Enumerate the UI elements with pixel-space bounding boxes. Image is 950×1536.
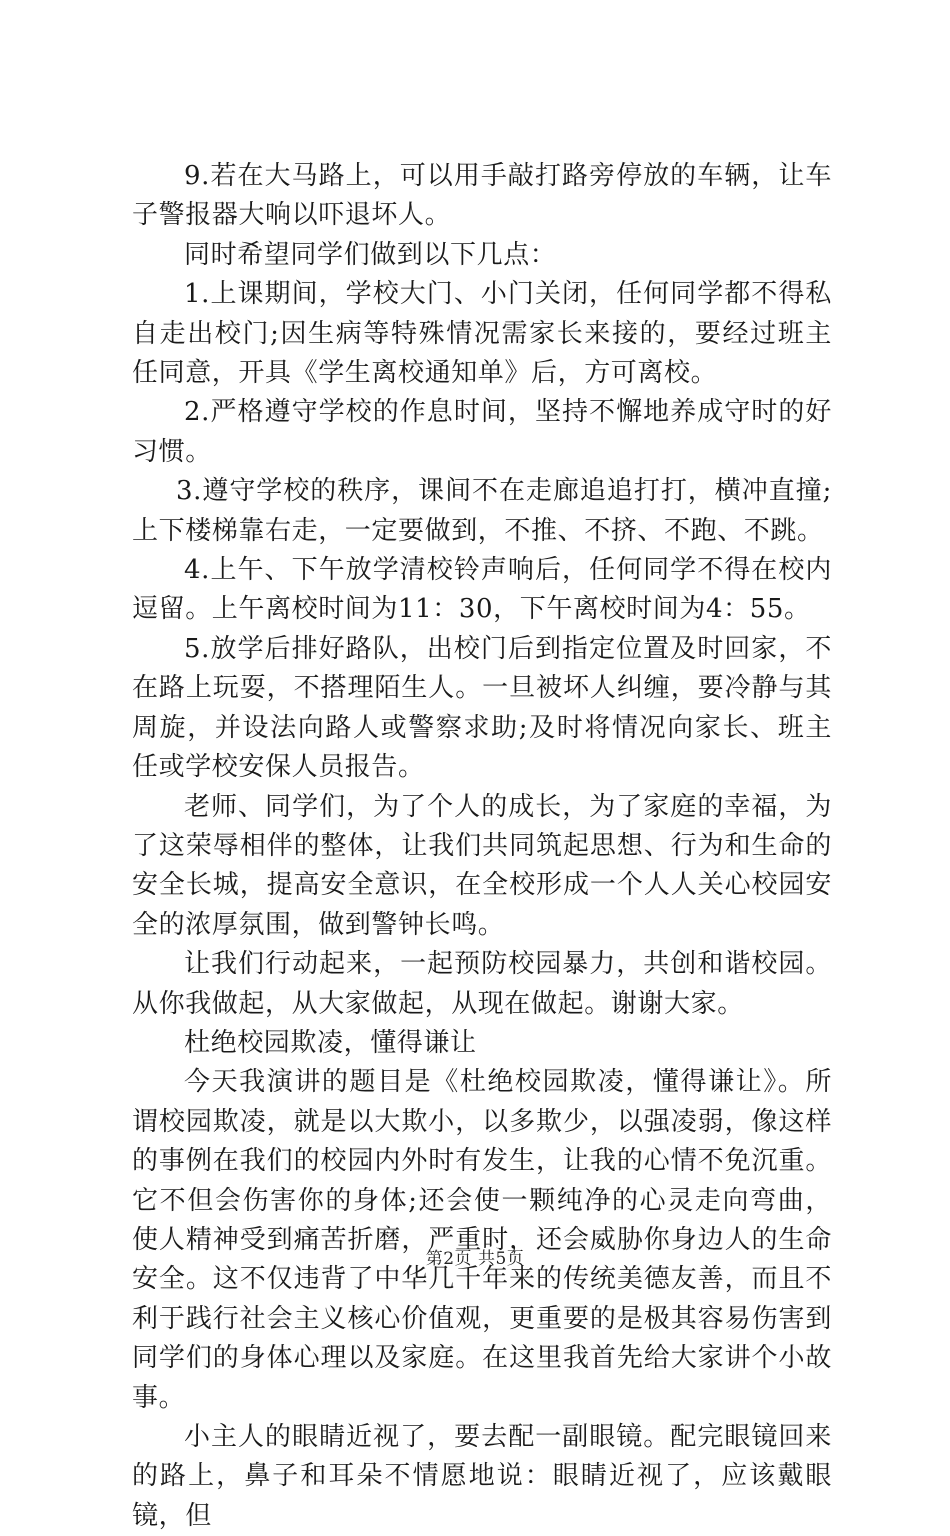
page-number-footer: 第2页 共5页 (425, 1249, 525, 1269)
paragraph-point-1: 1.上课期间，学校大门、小门关闭，任何同学都不得私自走出校门;因生病等特殊情况需家长来接的，要经过班主任同意，开具《学生离校通知单》后，方可离校。 (132, 279, 832, 389)
paragraph-item-9: 9.若在大马路上，可以用手敲打路旁停放的车辆，让车子警报器大响以吓退坏人。 (132, 161, 832, 231)
section-title: 杜绝校园欺凌，懂得谦让 (184, 1027, 477, 1058)
paragraph-point-5: 5.放学后排好路队，出校门后到指定位置及时回家，不在路上玩耍，不搭理陌生人。一旦被坏人纠缠，要冷静与其周旋，并设法向路人或警察求助;及时将情况向家长、班主任或学校安保人员报告。 (132, 633, 832, 783)
paragraph-point-2: 2.严格遵守学校的作息时间，坚持不懈地养成守时的好习惯。 (132, 397, 832, 467)
paragraph-point-3: 3.遵守学校的秩序，课间不在走廊追追打打，横冲直撞;上下楼梯靠右走，一定要做到，不推、不挤、不跑、不跳。 (132, 476, 832, 546)
paragraph-intro-points: 同时希望同学们做到以下几点： (184, 239, 557, 270)
paragraph-closing: 让我们行动起来，一起预防校园暴力，共创和谐校园。从你我做起，从大家做起，从现在做起。谢谢大家。 (132, 949, 832, 1019)
paragraph-story: 小主人的眼睛近视了，要去配一副眼镜。配完眼镜回来的路上，鼻子和耳朵不情愿地说：眼睛近视了，应该戴眼镜，但 (132, 1422, 832, 1531)
paragraph-speech-intro: 今天我演讲的题目是《杜绝校园欺凌，懂得谦让》。所谓校园欺凌，就是以大欺小，以多欺少，以强凌弱，像这样的事例在我们的校园内外时有发生，让我的心情不免沉重。它不但会伤害你的身体;还会使一颗纯净的心灵走向弯曲，使人精神受到痛苦折磨，严重时，还会威胁你身边人的生命安全。这不仅违背了中华几千年来的传统美德友善，而且不利于践行社会主义核心价值观，更重要的是极其容易伤害到同学们的身体心理以及家庭。在这里我首先给大家讲个小故事。 (132, 1067, 832, 1413)
document-body (132, 157, 832, 1536)
paragraph-point-4: 4.上午、下午放学清校铃声响后，任何同学不得在校内逗留。上午离校时间为11：30，下午离校时间为4：55。 (132, 555, 832, 625)
paragraph-appeal: 老师、同学们，为了个人的成长，为了家庭的幸福，为了这荣辱相伴的整体，让我们共同筑起思想、行为和生命的安全长城，提高安全意识，在全校形成一个人人关心校园安全的浓厚氛围，做到警钟长鸣。 (132, 791, 832, 940)
